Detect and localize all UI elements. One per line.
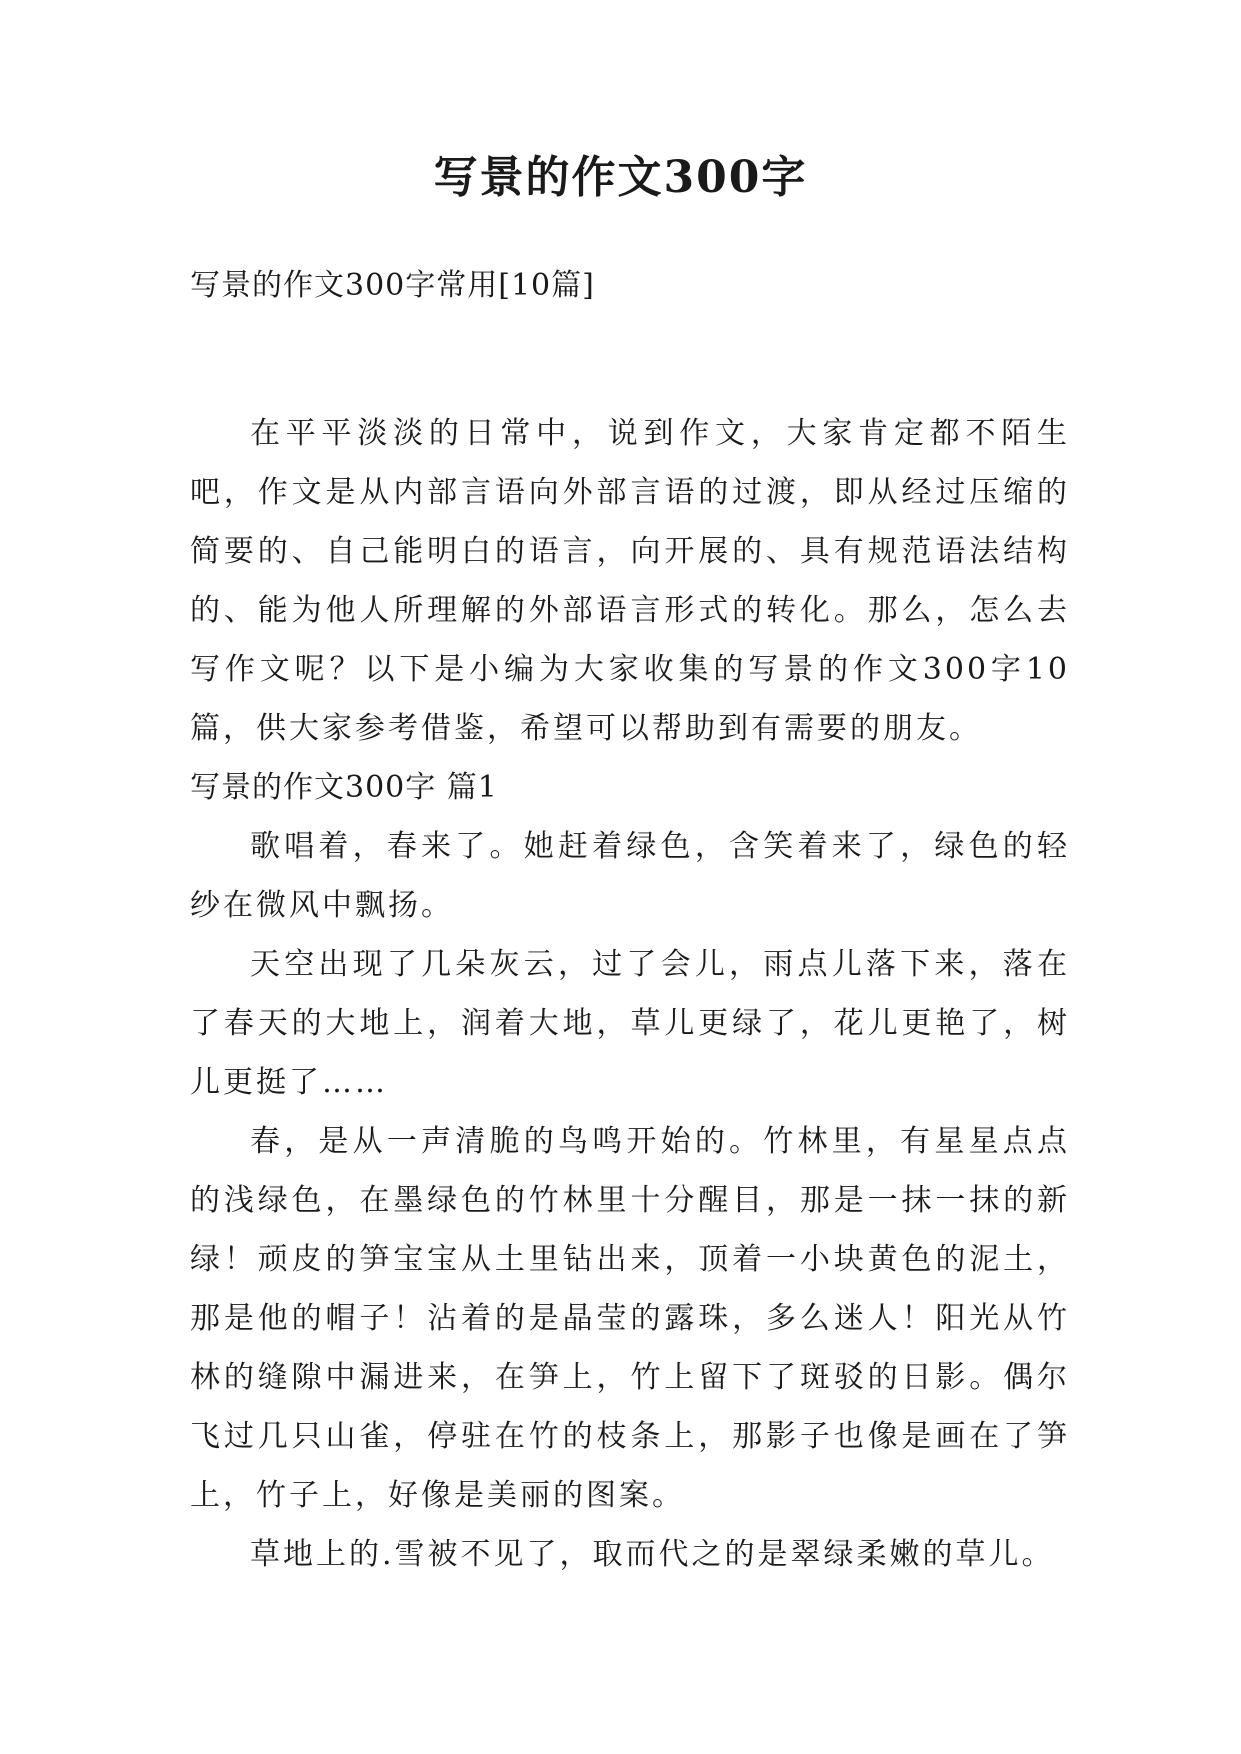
document-body — [190, 404, 1070, 1584]
page-title: 写景的作文300字 — [433, 152, 808, 203]
document-subtitle: 写景的作文300字常用[10篇] — [190, 268, 595, 303]
body-paragraph: 天空出现了几朵灰云，过了会儿，雨点儿落下来，落在了春天的大地上，润着大地，草儿更绿了，花儿更艳了，树儿更挺了…… — [190, 947, 1070, 1100]
intro-paragraph: 在平平淡淡的日常中，说到作文，大家肯定都不陌生吧，作文是从内部言语向外部言语的过渡，即从经过压缩的简要的、自己能明白的语言，向开展的、具有规范语法结构的、能为他人所理解的外部语言形式的转化。那么，怎么去写作文呢？以下是小编为大家收集的写景的作文300字10篇，供大家参考借鉴，希望可以帮助到有需要的朋友。 — [190, 416, 1070, 746]
body-paragraph: 歌唱着，春来了。她赶着绿色，含笑着来了，绿色的轻纱在微风中飘扬。 — [190, 829, 1070, 923]
body-paragraph: 草地上的.雪被不见了，取而代之的是翠绿柔嫩的草儿。 — [250, 1537, 1055, 1572]
body-paragraph: 春，是从一声清脆的鸟鸣开始的。竹林里，有星星点点的浅绿色，在墨绿色的竹林里十分醒目，那是一抹一抹的新绿！顽皮的笋宝宝从土里钻出来，顶着一小块黄色的泥土，那是他的帽子！沾着的是晶莹的露珠，多么迷人！阳光从竹林的缝隙中漏进来，在笋上，竹上留下了斑驳的日影。偶尔飞过几只山雀，停驻在竹的枝条上，那影子也像是画在了笋上，竹子上，好像是美丽的图案。 — [190, 1124, 1070, 1513]
section-heading: 写景的作文300字 篇1 — [190, 770, 498, 805]
